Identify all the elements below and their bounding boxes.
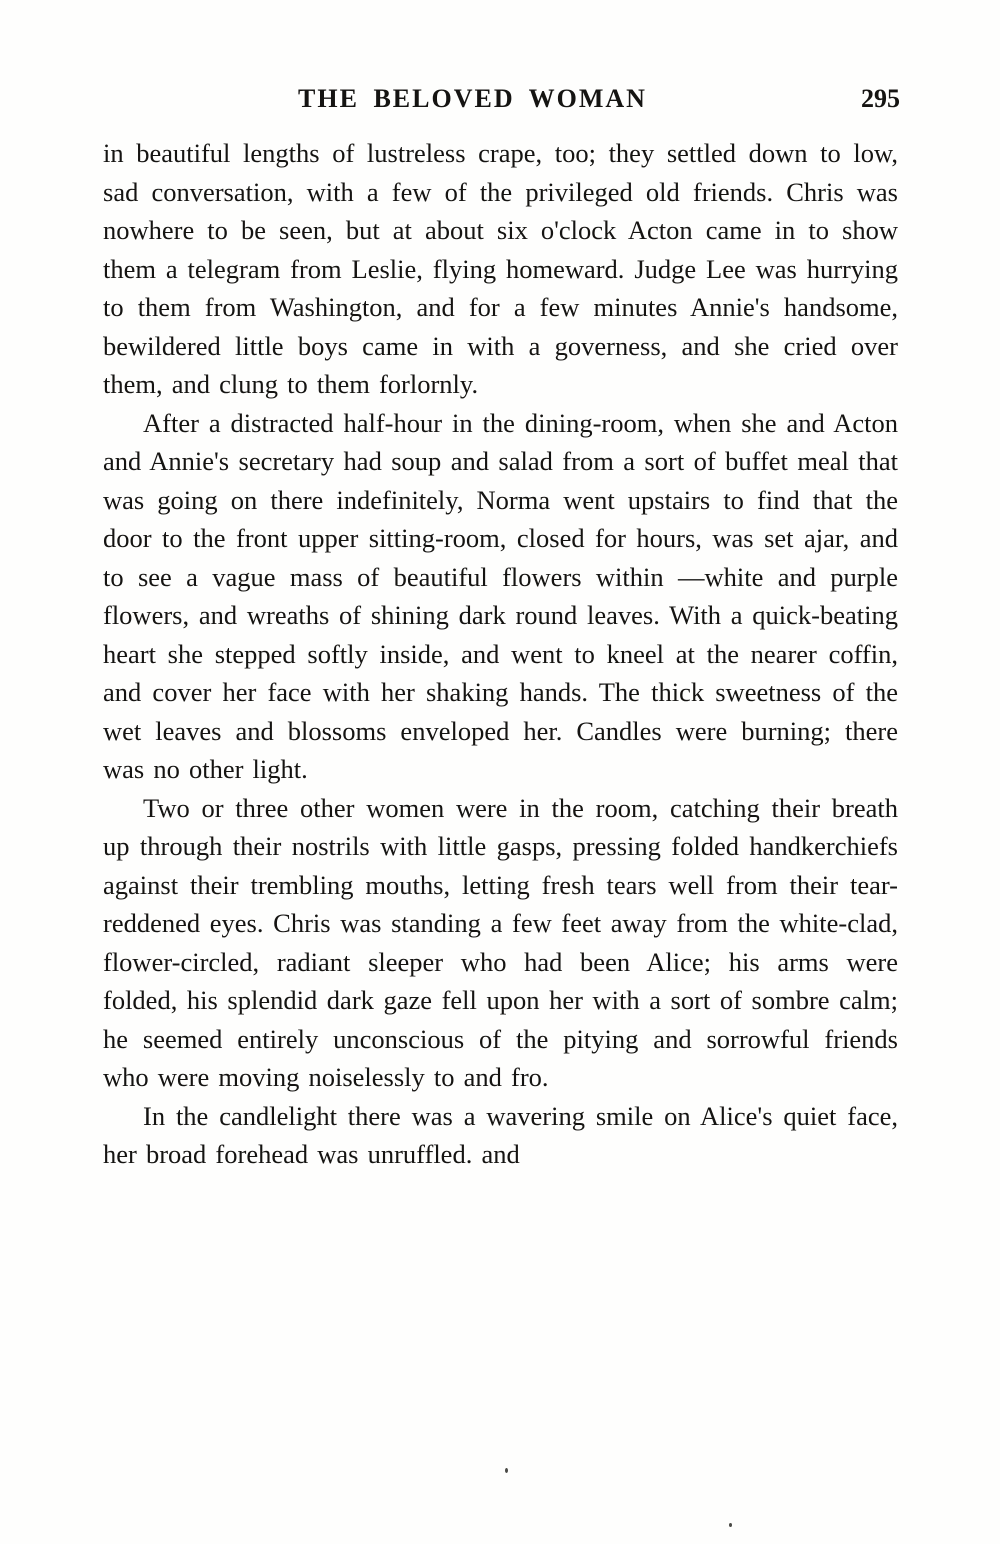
running-header: [105, 84, 900, 114]
paragraph: in beautiful lengths of lustreless crape, too; they settled down to low, sad conversation, with a few of the privileged old friends. Chris was nowhere to be seen, but at about six o'clock Acton came in to show them a telegram from Leslie, flying homeward. Judge Lee was hurrying to them from Washington, and for a few minutes Annie's handsome, bewildered little boys came in with a governess, and she cried over them, and clung to them forlornly.: [103, 138, 898, 399]
paragraph: Two or three other women were in the room, catching their breath up through their nostrils with little gasps, pressing folded handkerchiefs against their trembling mouths, letting fresh tears well from their tear-reddened eyes. Chris was standing a few feet away from the white-clad, flower-circled, radiant sleeper who had been Alice; his arms were folded, his splendid dark gaze fell upon her with a sort of sombre calm; he seemed entirely unconscious of the pitying and sorrowful friends who were moving noiselessly to and fro.: [103, 792, 898, 1092]
scan-speck: [505, 1468, 508, 1473]
text-column: [103, 134, 898, 1174]
paragraph: In the candlelight there was a wavering smile on Alice's quiet face, her broad forehead was unruffled. and: [103, 1100, 898, 1169]
scan-speck: [729, 1523, 732, 1527]
page-number: 295: [861, 84, 900, 113]
page-title: THE BELOVED WOMAN: [298, 84, 647, 113]
paragraph: After a distracted half-hour in the dining-room, when she and Acton and Annie's secretary had soup and salad from a sort of buffet meal that was going on there indefinitely, Norma went upstairs to find that the door to the front upper sitting-room, closed for hours, was set ajar, and to see a vague mass of beautiful flowers within —white and purple flowers, and wreaths of shining dark round leaves. With a quick-beating heart she stepped softly inside, and went to kneel at the nearer coffin, and cover her face with her shaking hands. The thick sweetness of the wet leaves and blossoms enveloped her. Candles were burning; there was no other light.: [103, 407, 898, 784]
